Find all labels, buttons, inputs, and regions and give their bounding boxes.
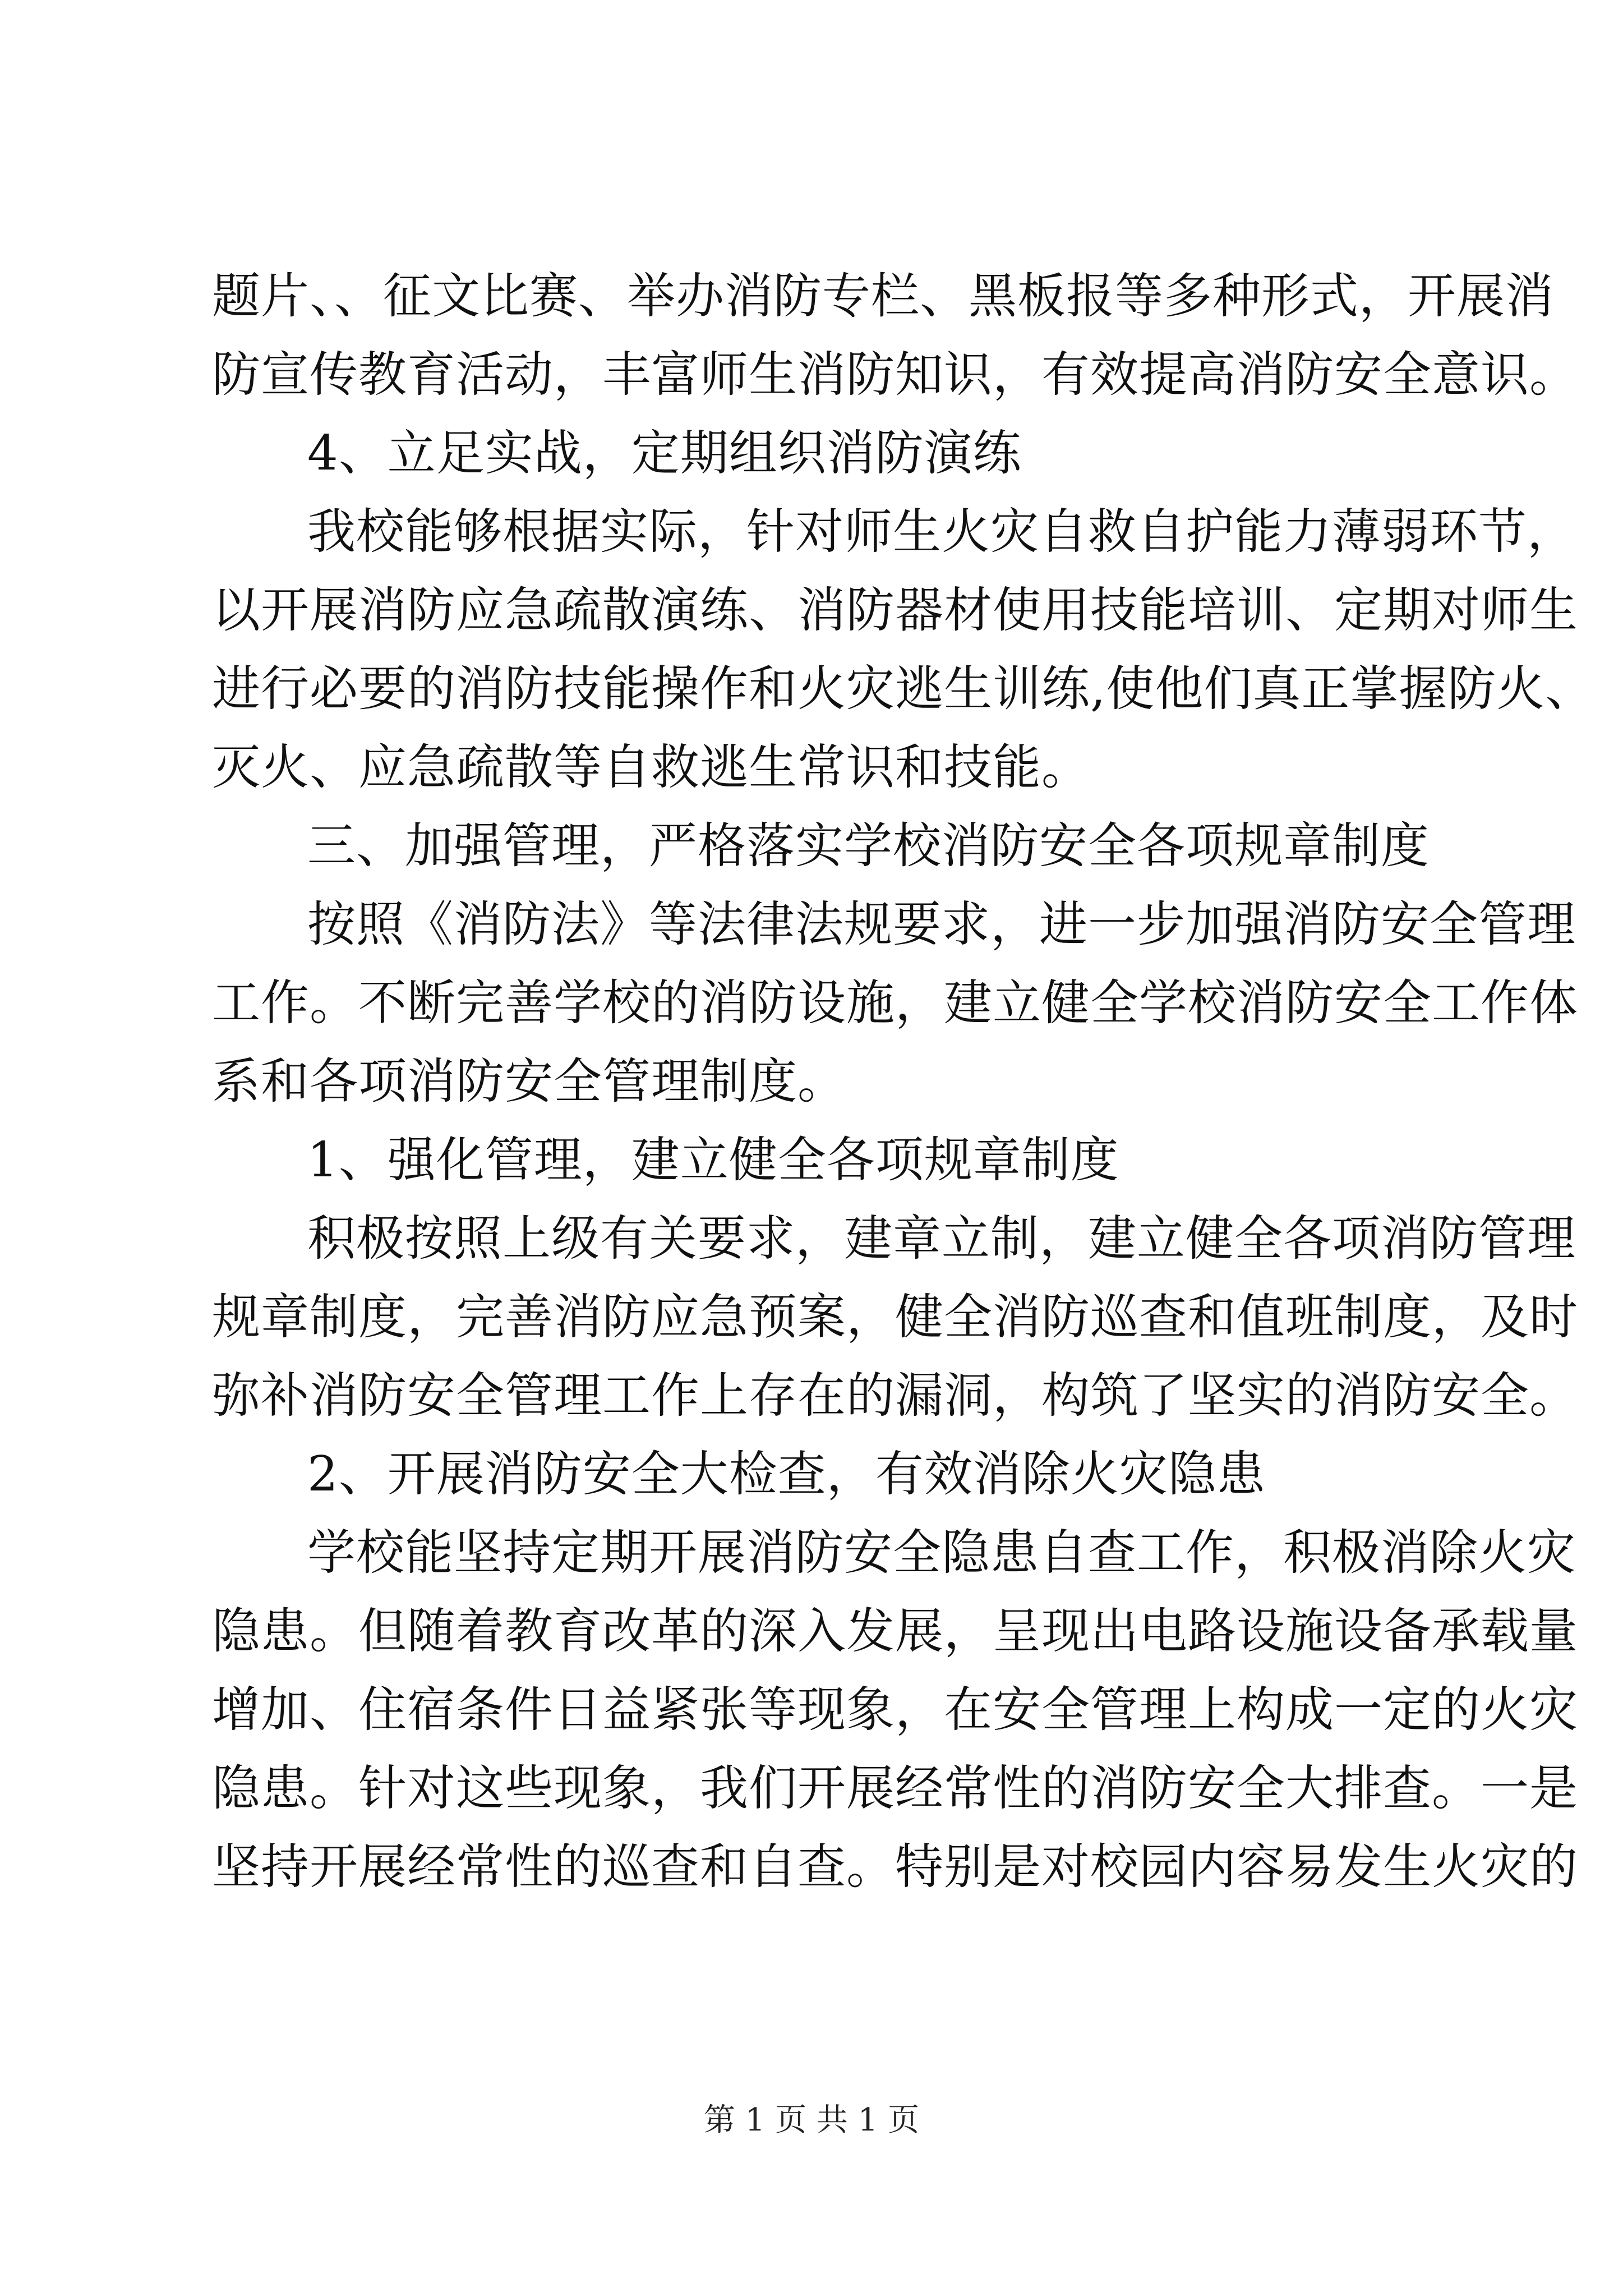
body-line: 防宣传教育活动，丰富师生消防知识，有效提高消防安全意识。	[212, 347, 1578, 403]
body-line: 弥补消防安全管理工作上存在的漏洞，构筑了坚实的消防安全。	[212, 1368, 1578, 1424]
body-line: 进行必要的消防技能操作和火灾逃生训练,使他们真正掌握防火、	[212, 661, 1594, 717]
body-line: 我校能够根据实际，针对师生火灾自救自护能力薄弱环节，	[307, 504, 1576, 560]
body-line: 题片、、征文比赛、举办消防专栏、黑板报等多种形式，开展消	[212, 268, 1554, 324]
body-line: 规章制度，完善消防应急预案，健全消防巡查和值班制度，及时	[212, 1289, 1578, 1345]
body-line: 按照《消防法》等法律法规要求，进一步加强消防安全管理	[307, 896, 1576, 953]
page-footer: 第 1 页 共 1 页	[703, 2102, 920, 2138]
body-line: 灭火、应急疏散等自救逃生常识和技能。	[212, 739, 1090, 795]
body-line: 学校能坚持定期开展消防安全隐患自查工作，积极消除火灾	[307, 1525, 1576, 1581]
body-line: 坚持开展经常性的巡查和自查。特别是对校园内容易发生火灾的	[212, 1839, 1578, 1895]
body-line: 工作。不断完善学校的消防设施，建立健全学校消防安全工作体	[212, 975, 1578, 1031]
body-line: 隐患。但随着教育改革的深入发展，呈现出电路设施设备承载量	[212, 1603, 1578, 1659]
section-heading: 4、立足实战，定期组织消防演练	[307, 425, 1022, 481]
body-line: 积极按照上级有关要求，建章立制，建立健全各项消防管理	[307, 1211, 1576, 1267]
section-heading: 1、强化管理，建立健全各项规章制度	[307, 1132, 1119, 1188]
document-body	[212, 257, 1594, 1906]
section-heading: 三、加强管理，严格落实学校消防安全各项规章制度	[307, 818, 1430, 874]
section-heading: 2、开展消防安全大检查，有效消除火灾隐患	[307, 1446, 1266, 1502]
body-line: 以开展消防应急疏散演练、消防器材使用技能培训、定期对师生	[212, 582, 1578, 638]
body-line: 系和各项消防安全管理制度。	[212, 1053, 846, 1110]
body-line: 隐患。针对这些现象，我们开展经常性的消防安全大排查。一是	[212, 1760, 1578, 1816]
body-line: 增加、住宿条件日益紧张等现象，在安全管理上构成一定的火灾	[212, 1682, 1578, 1738]
